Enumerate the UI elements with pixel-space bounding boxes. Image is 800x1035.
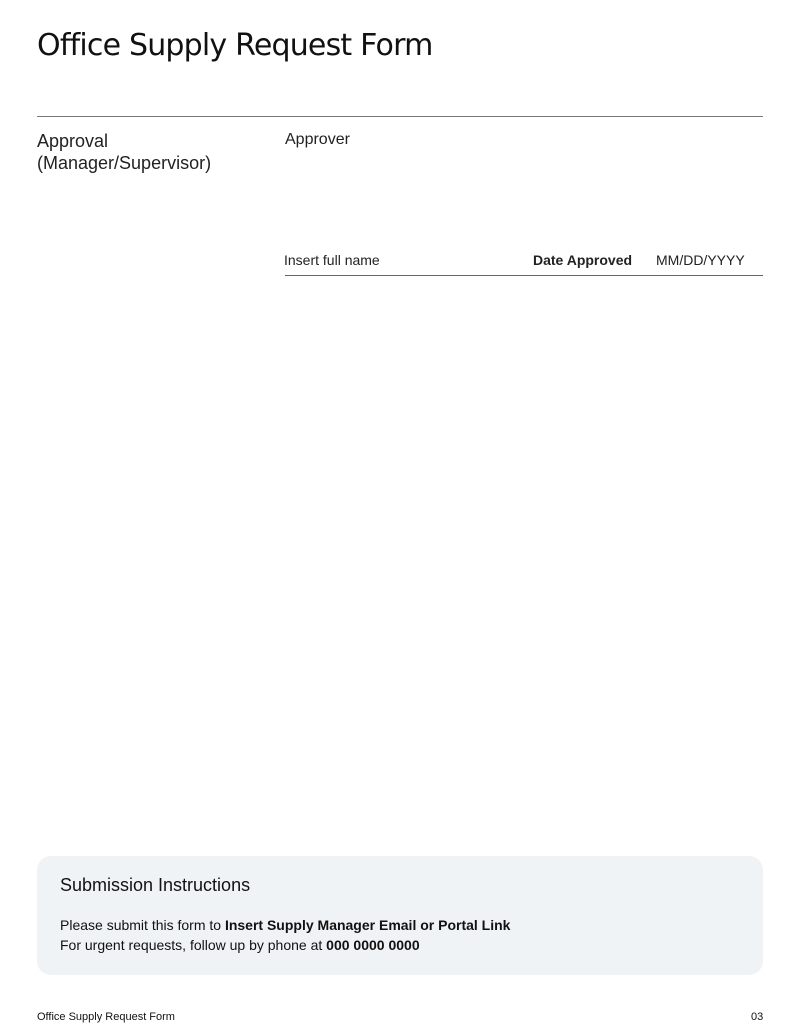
approver-name-field[interactable]: Insert full name (284, 252, 380, 268)
submission-line-2 (60, 937, 420, 953)
divider (37, 116, 763, 117)
section-label: Approval (Manager/Supervisor) (37, 131, 212, 173)
page-title: Office Supply Request Form (37, 28, 433, 63)
approver-label: Approver (285, 131, 350, 148)
signature-line (285, 275, 763, 276)
submission-line-1 (60, 917, 510, 933)
submission-heading: Submission Instructions (60, 875, 251, 895)
footer-title: Office Supply Request Form (37, 1011, 175, 1023)
line2-text: For urgent requests, follow up by phone at (60, 937, 327, 953)
line1-text: Please submit this form to (60, 917, 225, 933)
phone-number: 000 0000 0000 (326, 937, 420, 953)
date-approved-label: Date Approved (533, 252, 633, 268)
submission-contact: Insert Supply Manager Email or Portal Link (224, 917, 511, 933)
date-approved-field[interactable]: MM/DD/YYYY (656, 252, 745, 268)
page-number: 03 (751, 1011, 764, 1023)
submission-instructions-box (37, 856, 763, 975)
